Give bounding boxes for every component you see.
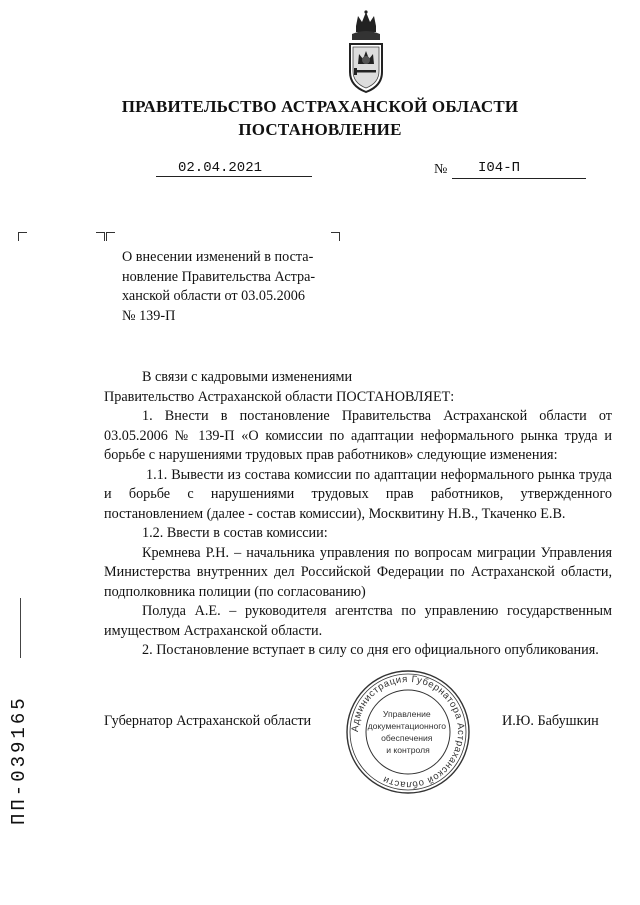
margin-registration-code: ПП-039165 (8, 695, 30, 825)
subject-line: новление Правительства Астра- (122, 268, 316, 285)
new-member: Полуда А.Е. – руководителя агентства по управлению государственным имуществом Астраханской области. (104, 603, 612, 639)
stamp-line: и контроля (386, 745, 430, 755)
svg-text:Администрация Губернатора Астр (350, 674, 466, 790)
new-member: Кремнева Р.Н. – начальника управления по вопросам миграции Управления Министерства внутренних дел Российской Федерации по Астраханской области, подполковника полиции (по согласованию) (104, 544, 612, 600)
subject-line: О внесении изменений в поста- (122, 249, 314, 265)
svg-text:Управление документационно (368, 709, 449, 755)
subject-line: ханской области от 03.05.2006 (122, 288, 305, 304)
date-underline (156, 176, 312, 177)
official-stamp (344, 668, 472, 796)
preamble: В связи с кадровыми изменениями (142, 369, 353, 385)
document-type: ПОСТАНОВЛЕНИЕ (238, 120, 402, 139)
subject-line: № 139-П (122, 307, 176, 324)
number-underline (452, 178, 586, 179)
clause-2: 2. Постановление вступает в силу со дня его официального опубликования. (142, 642, 599, 658)
document-date: 02.04.2021 (178, 160, 263, 176)
clause-1-1: 1.1. Вывести из состава комиссии по адаптации неформального рынка труда и борьбе с нарушениями трудовых прав работников, утвержденного постановлением (далее - состав комиссии), Москвитину Н.В., Ткаченко Е.В. (104, 466, 612, 522)
corner-mark (106, 232, 115, 241)
stamp-line: Управление (382, 709, 431, 719)
number-sign: № (434, 162, 448, 177)
document-subject (122, 248, 342, 326)
stamp-line: документационного (367, 721, 447, 731)
corner-mark (18, 232, 27, 241)
preamble-decree: Правительство Астраханской области ПОСТАНОВЛЯЕТ: (104, 388, 455, 405)
clause-1: 1. Внести в постановление Правительства Астраханской области от 03.05.2006 № 139-П «О комиссии по адаптации неформального рынка труда и борьбе с нарушениями трудовых прав работников» следующие изменения: (104, 408, 612, 463)
corner-mark (96, 232, 105, 241)
stamp-line: обеспечения (381, 733, 433, 743)
document-number: I04-П (478, 160, 521, 176)
clause-1-2: 1.2. Ввести в состав комиссии: (142, 525, 328, 541)
signatory-title: Губернатор Астраханской области (104, 713, 312, 729)
government-title: ПРАВИТЕЛЬСТВО АСТРАХАНСКОЙ ОБЛАСТИ (121, 97, 519, 116)
document-body (104, 368, 612, 661)
coat-of-arms-icon (346, 8, 386, 94)
stamp-ring-text: Администрация Губернатора Астраханской области (349, 673, 467, 791)
corner-mark (331, 232, 340, 241)
signatory-name: И.Ю. Бабушкин (502, 713, 599, 729)
margin-rule (20, 598, 21, 658)
